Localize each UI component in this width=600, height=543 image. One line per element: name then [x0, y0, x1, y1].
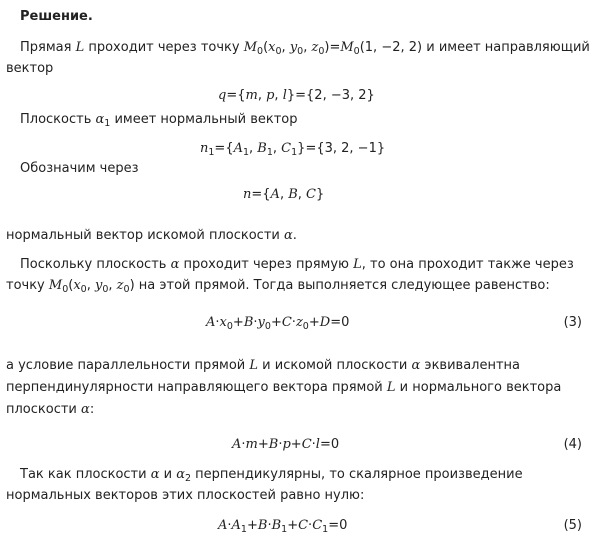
- paragraph-line: плоскости α:: [6, 402, 95, 417]
- paragraph-line: Прямая L проходит через точку $M_0(x_0$, $y_0$, $z_0)=M_0(1$, −2, 2) и имеет направляющий: [20, 40, 590, 57]
- formula-n: n={A, B, C}: [243, 187, 325, 202]
- equation-number: (3): [563, 315, 582, 330]
- paragraph-line: перпендинулярности направляющего вектора прямой L и нормального вектора: [6, 380, 562, 395]
- paragraph-line: нормальных векторов этих плоскостей равно нулю:: [6, 488, 365, 503]
- equation-4: A·m+B·p+C·l=0: [232, 437, 340, 452]
- paragraph-line: Обозначим через: [20, 161, 139, 176]
- paragraph-line: вектор: [6, 61, 54, 76]
- equation-number: (4): [563, 437, 582, 452]
- solution-heading: Решение.: [20, 9, 93, 24]
- equation-5: $A\cdot A_1+B\cdot B_1+C\cdot C_1=0$: [218, 518, 348, 535]
- paragraph-line: а условие параллельности прямой L и искомой плоскости α эквивалентна: [6, 358, 520, 373]
- equation-3: $A\cdot x_0+B\cdot y_0+C\cdot z_0+D=0$: [206, 315, 350, 332]
- formula-q: q={m, p, l}={2, −3, 2}: [218, 88, 375, 103]
- equation-number: (5): [563, 518, 582, 533]
- paragraph-line: Поскольку плоскость α проходит через прямую L, то она проходит также через: [20, 257, 574, 272]
- paragraph-line: нормальный вектор искомой плоскости α.: [6, 228, 297, 243]
- paragraph-line: точку $M_0(x_0$, $y_0$, $z_0$) на этой прямой. Тогда выполняется следующее равенство:: [6, 278, 550, 295]
- paragraph-line: Плоскость $\alpha_1$ имеет нормальный вектор: [20, 112, 298, 129]
- paragraph-line: Так как плоскости α и $\alpha_2$ перпендикулярны, то скалярное произведение: [20, 467, 523, 484]
- formula-n1: $n_1=\{A_1$, $B_1$, $C_1\}=\{3$, 2, −1}: [200, 141, 386, 158]
